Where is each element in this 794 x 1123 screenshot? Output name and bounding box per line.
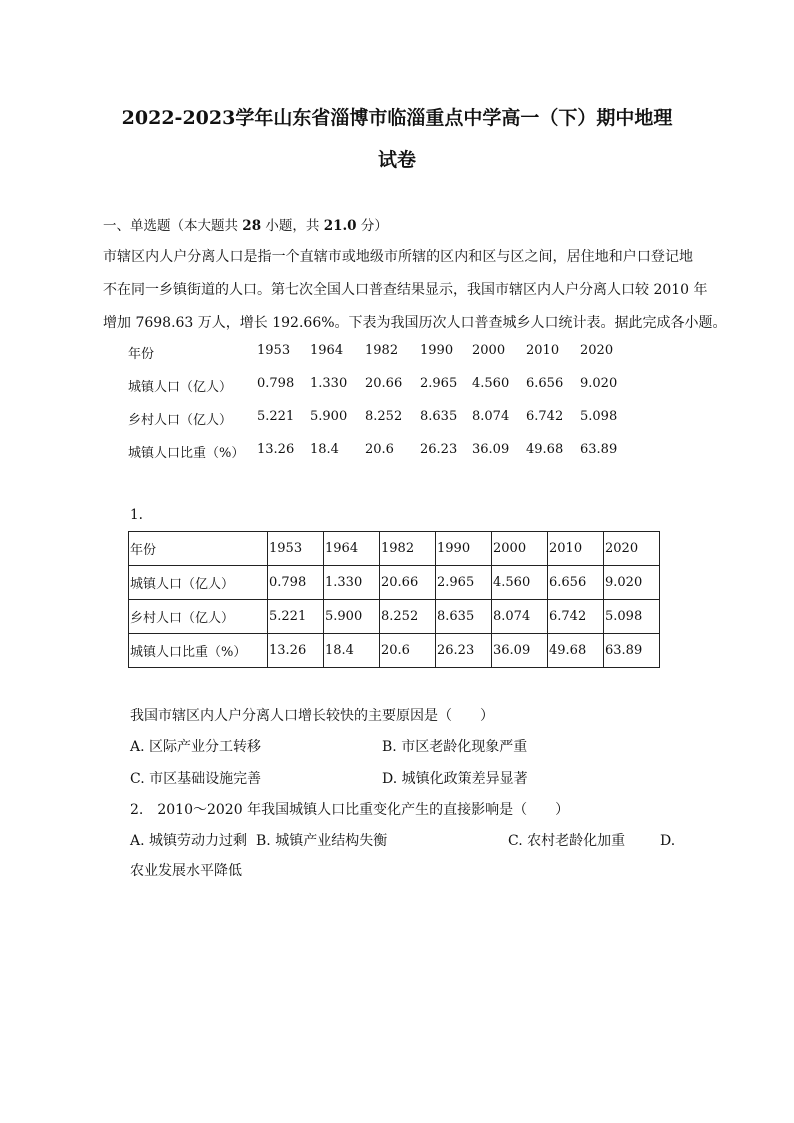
table-row: 年份 1953 1964 1982 1990 2000 2010 2020 [129, 532, 660, 566]
option-2c: C. 农村老龄化加重 [508, 833, 626, 849]
option-2d-text: 农业发展水平降低 [130, 863, 242, 879]
table-row: 乡村人口（亿人） 5.221 5.900 8.252 8.635 8.074 6.742 5.098 [129, 600, 660, 634]
section-heading: 一、单选题（本大题共 28 小题，共 21.0 分） [103, 218, 388, 234]
option-2b: B. 城镇产业结构失衡 [256, 833, 388, 849]
question-2-stem: 2. 2010～2020 年我国城镇人口比重变化产生的直接影响是（ ） [130, 802, 570, 818]
bordered-table [128, 531, 660, 668]
option-1b: B. 市区老龄化现象严重 [382, 739, 528, 755]
passage-line: 不在同一乡镇街道的人口。第七次全国人口普查结果显示，我国市辖区内人户分离人口较 2010 年 [103, 282, 708, 298]
question-count: 28 [242, 218, 262, 234]
option-2a: A. 城镇劳动力过剩 [130, 833, 248, 849]
page-title: 2022-2023学年山东省淄博市临淄重点中学高一（下）期中地理 [121, 107, 673, 129]
section-score: 21.0 [323, 218, 357, 234]
option-1d: D. 城镇化政策差异显著 [382, 771, 528, 787]
table-row: 城镇人口（亿人） 0.798 1.330 20.66 2.965 4.560 6.656 9.020 [129, 566, 660, 600]
table-row: 城镇人口比重（%） 13.26 18.4 20.6 26.23 36.09 49.68 63.89 [129, 634, 660, 668]
question-1-stem: 我国市辖区内人户分离人口增长较快的主要原因是（ ） [130, 708, 494, 724]
option-2d: D. [660, 833, 676, 849]
passage-line: 市辖区内人户分离人口是指一个直辖市或地级市所辖的区内和区与区之间，居住地和户口登记地 [103, 249, 693, 265]
option-1a: A. 区际产业分工转移 [130, 739, 262, 755]
question-number: 1. [130, 507, 143, 523]
option-1c: C. 市区基础设施完善 [130, 771, 262, 787]
passage-line: 增加 7698.63 万人，增长 192.66%。下表为我国历次人口普查城乡人口统计表。据此完成各小题。 [103, 315, 727, 331]
exam-page: 2022-2023学年山东省淄博市临淄重点中学高一（下）期中地理 试卷 一、单选题（本大题共 28 小题，共 21.0 分） 市辖区内人户分离人口是指一个直辖市或地级市所辖的区内和区与区之间，居住地和户口登记地 不在同一乡镇街道的人口。第七次全国人口普查结果显示，我国市辖区内人户分离人口较 2010 年 增加 7698.63 万人，增长 192.66%。下表为我国历次人口普查城乡人口统计表。据此完成各小题。 年份 1953 1964 1982 1990 2000 2010 2020 城镇人口（亿人） 0.798 1.330 20.66 2.965 4.560 6.656 9.020 乡村人口（亿人） 5.221 5.900 8.252 8.635 8.074 6.742 5.098 城镇人口比重（%） 13.26 18.4 20.6 26.23 36.09 49.68 63.89 1. 年份 1953 1964 1982 1990 2000 2010 2020 城镇人口（亿人） 0.798 1.330 20.66 2.965 4.560 6.656 9.020 乡村人口（亿人） 5.221 5.900 8.252 8.635 8.074 6.742 5.098 城镇人口比重（%） 13.26 18.4 20.6 26.23 36.09 49.68 63.89 我国市辖区内人户分离人口增长较快的主要原因是（ ） A. 区际产业分工转移 B. 市区老龄化现象严重 C. 市区基础设施完善 D. 城镇化政策差异显著 2. 2010～2020 年我国城镇人口比重变化产生的直接影响是（ ） A. 城镇劳动力过剩 B. 城镇产业结构失衡 C. 农村老龄化加重 D. 农业发展水平降低 [0, 0, 794, 1123]
page-title-continued: 试卷 [377, 149, 416, 171]
